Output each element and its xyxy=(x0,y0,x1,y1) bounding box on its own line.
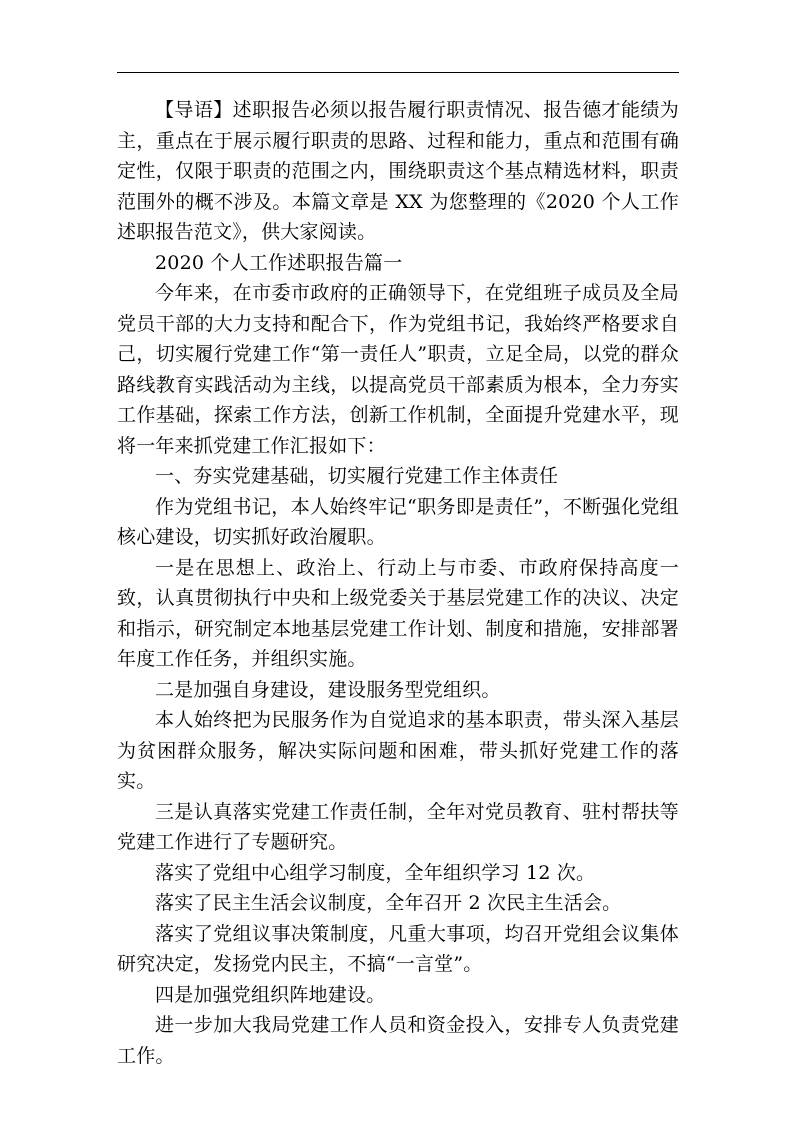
intro-paragraph: 【导语】述职报告必须以报告履行职责情况、报告德才能绩为主，重点在于展示履行职责的思路、过程和能力，重点和范围有确定性，仅限于职责的范围之内，围绕职责这个基点精选材料，职责范围外的概不涉及。本篇文章是 XX 为您整理的《2020 个人工作述职报告范文》，供大家阅读。 xyxy=(117,99,679,243)
section-title: 2020 个人工作述职报告篇一 xyxy=(155,251,403,274)
body-paragraph: 四是加强党组织阵地建设。 xyxy=(155,983,386,1006)
body-paragraph: 落实了民主生活会议制度，全年召开 2 次民主生活会。 xyxy=(155,892,622,914)
body-paragraph: 本人始终把为民服务作为自觉追求的基本职责，带头深入基层为贫困群众服务，解决实际问题和困难，带头抓好党建工作的落实。 xyxy=(117,709,679,792)
body-paragraph: 进一步加大我局党建工作人员和资金投入，安排专人负责党建工作。 xyxy=(117,1014,679,1067)
body-paragraph: 落实了党组中心组学习制度，全年组织学习 12 次。 xyxy=(155,861,596,884)
body-paragraph: 二是加强自身建设，建设服务型党组织。 xyxy=(155,678,501,701)
section-heading: 一、夯实党建基础，切实履行党建工作主体责任 xyxy=(155,465,559,487)
header-rule xyxy=(117,72,679,73)
body-paragraph: 一是在思想上、政治上、行动上与市委、市政府保持高度一致，认真贯彻执行中央和上级党委关于基层党建工作的决议、决定和指示，研究制定本地基层党建工作计划、制度和措施，安排部署年度工作任务，并组织实施。 xyxy=(117,556,679,670)
body-paragraph: 三是认真落实党建工作责任制，全年对党员教育、驻村帮扶等党建工作进行了专题研究。 xyxy=(117,800,679,853)
body-paragraph: 落实了党组议事决策制度，凡重大事项，均召开党组会议集体研究决定，发扬党内民主，不搞“一言堂”。 xyxy=(117,922,679,975)
document-body xyxy=(117,95,679,1071)
body-paragraph: 作为党组书记，本人始终牢记“职务即是责任”，不断强化党组核心建设，切实抓好政治履职。 xyxy=(117,495,679,548)
body-paragraph: 今年来，在市委市政府的正确领导下，在党组班子成员及全局党员干部的大力支持和配合下，作为党组书记，我始终严格要求自己，切实履行党建工作“第一责任人”职责，立足全局，以党的群众路线教育实践活动为主线，以提高党员干部素质为根本，全力夯实工作基础，探索工作方法，创新工作机制，全面提升党建水平，现将一年来抓党建工作汇报如下： xyxy=(117,282,679,457)
